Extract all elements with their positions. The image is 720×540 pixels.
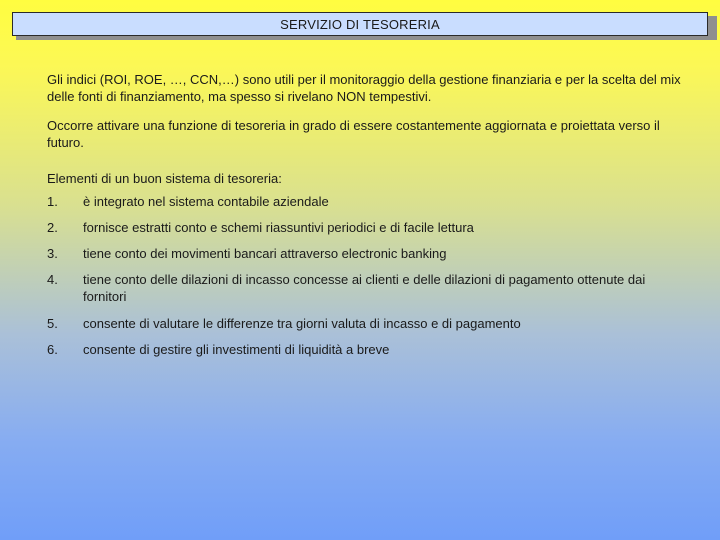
list-item-text: tiene conto dei movimenti bancari attraverso electronic banking	[83, 246, 447, 261]
slide-title-box	[12, 12, 708, 36]
list-item-text: fornisce estratti conto e schemi riassuntivi periodici e di facile lettura	[83, 220, 474, 235]
list-item	[47, 341, 692, 358]
list-item-number: 5.	[47, 316, 58, 331]
list-item-number: 4.	[47, 272, 58, 287]
list-item	[47, 193, 692, 210]
intro-paragraph: Gli indici (ROI, ROE, …, CCN,…) sono utili per il monitoraggio della gestione finanziaria e per la scelta del mix delle fonti di finanziamento, ma spesso si rivelano NON tempestivi.	[47, 72, 681, 104]
list-item	[47, 315, 692, 332]
list-item-text: consente di valutare le differenze tra giorni valuta di incasso e di pagamento	[83, 316, 521, 331]
list-item	[47, 219, 692, 236]
list-heading: Elementi di un buon sistema di tesoreria:	[47, 171, 282, 186]
list-item-text: tiene conto delle dilazioni di incasso concesse ai clienti e delle dilazioni di pagamento ottenute dai fornitori	[83, 272, 646, 304]
list-item-number: 2.	[47, 220, 58, 235]
slide-content	[47, 71, 692, 367]
list-item-text: consente di gestire gli investimenti di liquidità a breve	[83, 342, 390, 357]
slide-title: SERVIZIO DI TESORERIA	[280, 16, 440, 32]
list-item-number: 3.	[47, 246, 58, 261]
list-item	[47, 245, 692, 262]
list-item-text: è integrato nel sistema contabile aziendale	[83, 194, 329, 209]
treasury-elements-list	[47, 193, 692, 358]
list-item-number: 6.	[47, 342, 58, 357]
list-item	[47, 271, 692, 305]
list-item-number: 1.	[47, 194, 58, 209]
treasury-paragraph: Occorre attivare una funzione di tesoreria in grado di essere costantemente aggiornata e proiettata verso il futuro.	[47, 118, 660, 150]
